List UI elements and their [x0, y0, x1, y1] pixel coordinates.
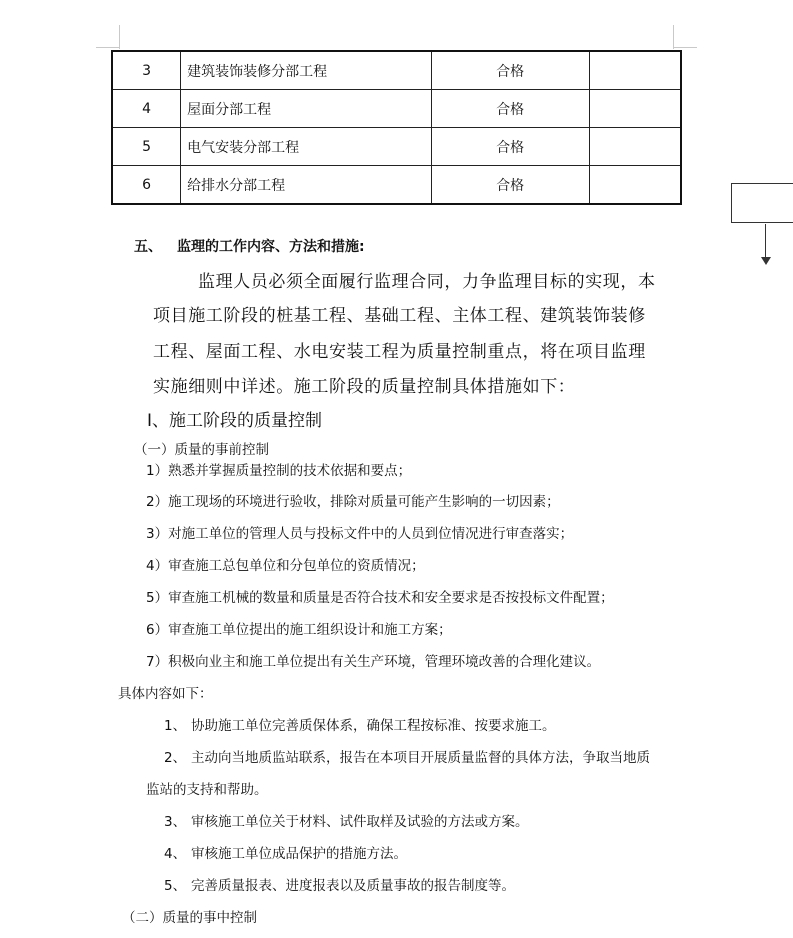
detail-text: 协助施工单位完善质保体系，确保工程按标准、按要求施工。	[191, 718, 556, 734]
page-corner-mark-left-h	[96, 47, 120, 48]
project-name: 电气安装分部工程	[181, 128, 431, 166]
section-number: 五、	[134, 239, 162, 255]
project-name: 给排水分部工程	[181, 166, 431, 205]
table-row	[112, 128, 681, 166]
page-corner-mark-left-v	[119, 25, 120, 49]
table-row	[112, 90, 681, 128]
list-item: 4）审查施工总包单位和分包单位的资质情况；	[146, 558, 425, 574]
list-item: 3）对施工单位的管理人员与投标文件中的人员到位情况进行审查落实；	[146, 526, 574, 542]
detail-number: 1、	[164, 718, 187, 734]
detail-text-continued: 监站的支持和帮助。	[146, 782, 268, 798]
acceptance-table	[111, 50, 682, 205]
intro-line-2: 项目施工阶段的桩基工程、基础工程、主体工程、建筑装饰装修	[153, 306, 646, 326]
project-name: 建筑装饰装修分部工程	[181, 51, 431, 90]
row-number: 3	[112, 51, 181, 90]
note	[589, 90, 681, 128]
list-item: 1）熟悉并掌握质量控制的技术依据和要点；	[146, 463, 412, 479]
page-corner-mark-right-h	[673, 47, 697, 48]
detail-text: 主动向当地质监站联系，报告在本项目开展质量监督的具体方法，争取当地质	[191, 750, 650, 766]
intro-line-3: 工程、屋面工程、水电安装工程为质量控制重点，将在项目监理	[153, 342, 646, 362]
mid-control-title: （二）质量的事中控制	[122, 910, 257, 926]
comment-balloon[interactable]	[731, 183, 793, 223]
row-number: 6	[112, 166, 181, 205]
part1-title: Ⅰ、施工阶段的质量控制	[147, 411, 323, 431]
intro-line-1: 监理人员必须全面履行监理合同，力争监理目标的实现，本	[198, 272, 656, 292]
details-title: 具体内容如下：	[118, 686, 213, 702]
list-item: 6）审查施工单位提出的施工组织设计和施工方案；	[146, 622, 452, 638]
note	[589, 166, 681, 205]
comment-connector-line	[765, 224, 766, 258]
detail-text: 完善质量报表、进度报表以及质量事故的报告制度等。	[191, 878, 515, 894]
section-title: 监理的工作内容、方法和措施:	[177, 239, 365, 255]
detail-number: 3、	[164, 814, 187, 830]
detail-number: 5、	[164, 878, 187, 894]
result: 合格	[431, 128, 589, 166]
pre-control-title: （一）质量的事前控制	[134, 442, 269, 458]
page-corner-mark-right-v	[673, 25, 674, 49]
row-number: 5	[112, 128, 181, 166]
comment-arrow-icon	[761, 257, 771, 265]
detail-number: 4、	[164, 846, 187, 862]
list-item: 5）审查施工机械的数量和质量是否符合技术和安全要求是否按投标文件配置；	[146, 590, 614, 606]
detail-text: 审核施工单位成品保护的措施方法。	[191, 846, 407, 862]
note	[589, 51, 681, 90]
result: 合格	[431, 51, 589, 90]
intro-line-4: 实施细则中详述。施工阶段的质量控制具体措施如下：	[153, 377, 576, 397]
list-item: 7）积极向业主和施工单位提出有关生产环境，管理环境改善的合理化建议。	[146, 654, 601, 670]
detail-number: 2、	[164, 750, 187, 766]
row-number: 4	[112, 90, 181, 128]
detail-text: 审核施工单位关于材料、试件取样及试验的方法或方案。	[191, 814, 529, 830]
result: 合格	[431, 166, 589, 205]
project-name: 屋面分部工程	[181, 90, 431, 128]
table-row	[112, 51, 681, 90]
note	[589, 128, 681, 166]
result: 合格	[431, 90, 589, 128]
table-row	[112, 166, 681, 205]
list-item: 2）施工现场的环境进行验收，排除对质量可能产生影响的一切因素；	[146, 494, 560, 510]
